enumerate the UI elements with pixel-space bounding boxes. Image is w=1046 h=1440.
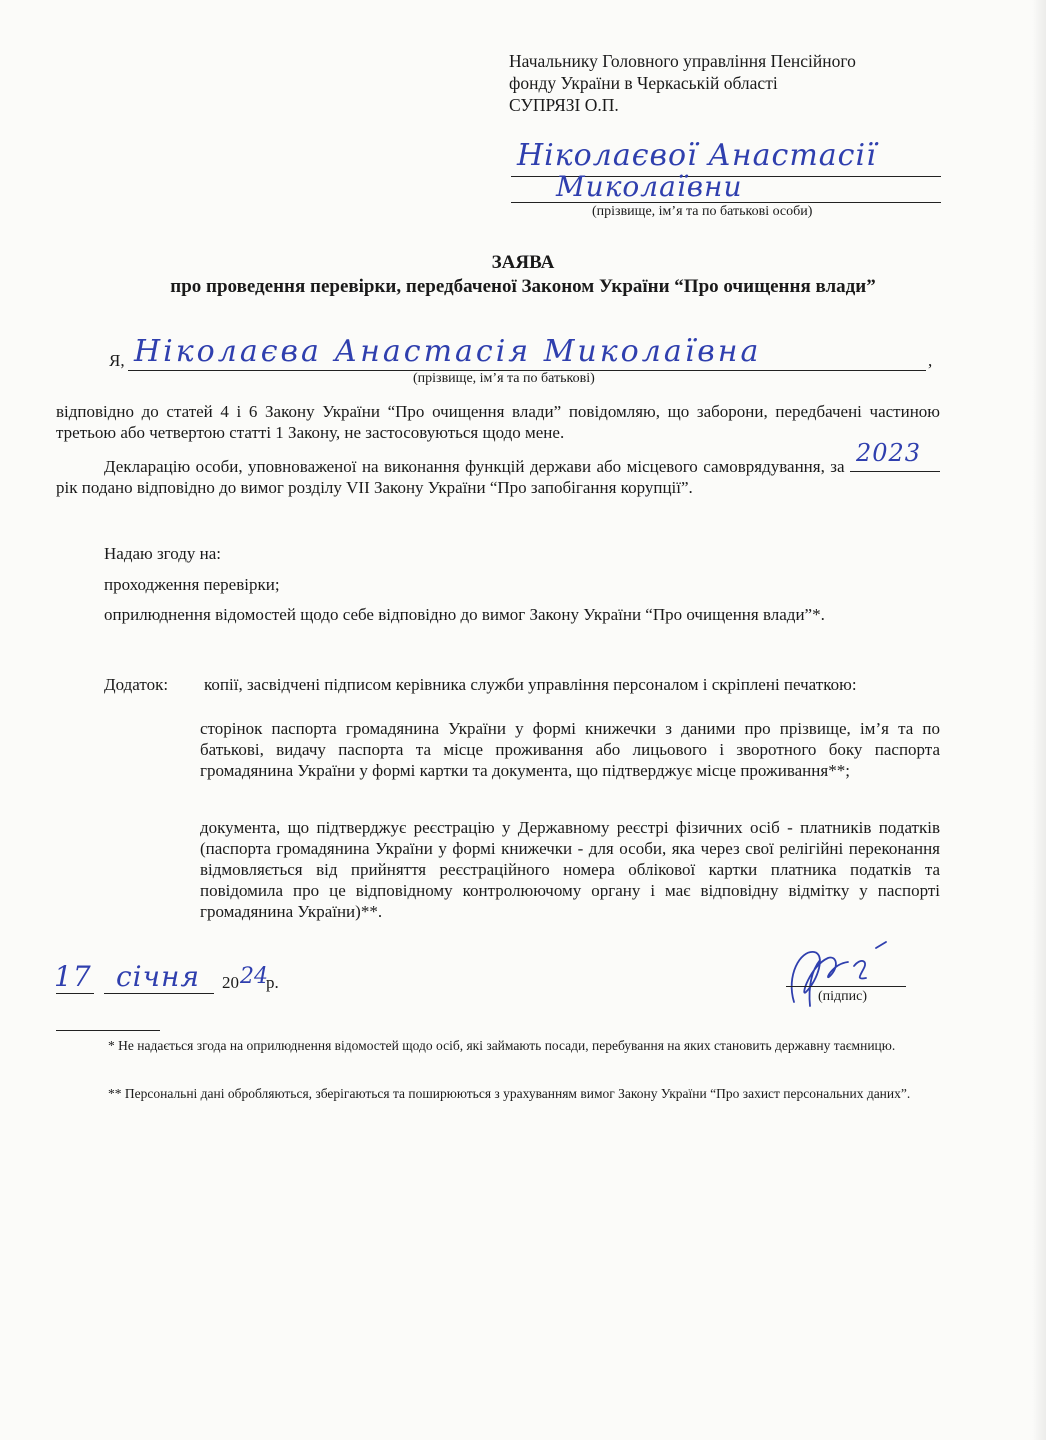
footnote-divider [56, 1030, 160, 1031]
addressee-line-1: Начальнику Головного управління Пенсійного [509, 51, 856, 71]
declaration-year-field [850, 439, 940, 472]
date-handwritten-year-suffix: 24 [240, 964, 268, 989]
addressee-block [509, 50, 856, 116]
page-edge-shadow [1032, 0, 1046, 1440]
footnote-2: ** Персональні дані обробляються, зберігаються та поширюються з урахуванням вимог Закону України “Про захист персональних даних”. [108, 1086, 911, 1101]
consent-item-1: проходження перевірки; [104, 575, 280, 594]
addressee-line-2: фонду України в Черкаській області [509, 73, 778, 93]
attachment-intro: копії, засвідчені підписом керівника служби управління персоналом і скріплені печаткою: [204, 675, 857, 694]
date-year-suffix: р. [266, 973, 279, 992]
applicant-handwritten-line-2: Миколаївни [556, 170, 743, 203]
date-day-line [56, 993, 94, 994]
statement-handwritten-name: Ніколаєва Анастасія Миколаївна [134, 334, 762, 369]
statement-prefix: Я, [109, 351, 125, 370]
date-handwritten-day: 17 [54, 960, 92, 993]
applicant-caption: (прізвище, ім’я та по батькові особи) [592, 204, 813, 219]
statement-suffix: , [928, 351, 933, 370]
document-title: ЗАЯВА [491, 252, 555, 273]
attachment-item-2: документа, що підтверджує реєстрацію у Державному реєстрі фізичних осіб - платників податків (паспорта громадянина України у формі книжечки - для особи, яка через свої релігійні переконання відмовляється від прийняття реєстраційного номера облікової картки платника податків та повідомила про це відповідному контролюючому органу і має відповідну відмітку у паспорті громадянина України)**. [200, 818, 940, 921]
consent-item-2: оприлюднення відомостей щодо себе відповідно до вимог Закону України “Про очищення влади”*. [104, 605, 825, 624]
attachment-label: Додаток: [104, 675, 169, 694]
statement-text: відповідно до статей 4 і 6 Закону України “Про очищення влади” повідомляю, що заборони, передбачені частиною третьою або четвертою статті 1 Закону, не застосовуються щодо мене. [56, 402, 940, 442]
consent-intro: Надаю згоду на: [104, 544, 222, 563]
document-subtitle: про проведення перевірки, передбаченої Законом України “Про очищення влади” [170, 276, 876, 297]
footnote-1: * Не надається згода на оприлюднення відомостей щодо осіб, які займають посади, перебування на яких становить державну таємницю. [108, 1038, 896, 1053]
declaration-text-after: рік подано відповідно до вимог розділу VII Закону України “Про запобігання корупції”. [56, 478, 693, 497]
declaration-paragraph [56, 439, 940, 498]
date-handwritten-month: січня [116, 960, 201, 993]
date-year-prefix: 20 [222, 973, 239, 992]
addressee-line-3: СУПРЯЗІ О.П. [509, 95, 619, 115]
attachment-item-1: сторінок паспорта громадянина України у формі книжечки з даними про прізвище, ім’я та по батькові, видачу паспорта та місце проживання або лицьового і зворотного боку паспорта громадянина України у формі картки та документа, що підтверджує місце проживання**; [200, 719, 940, 780]
declaration-handwritten-year: 2023 [856, 439, 922, 467]
declaration-text-before: Декларацію особи, уповноваженої на виконання функцій держави або місцевого самоврядування, за [104, 457, 845, 476]
signature-line [786, 986, 906, 987]
signature-caption: (підпис) [818, 989, 868, 1004]
statement-caption: (прізвище, ім’я та по батькові) [413, 371, 595, 386]
date-month-line [104, 993, 214, 994]
applicant-handwritten-line-1: Ніколаєвої Анастасії [517, 138, 877, 173]
